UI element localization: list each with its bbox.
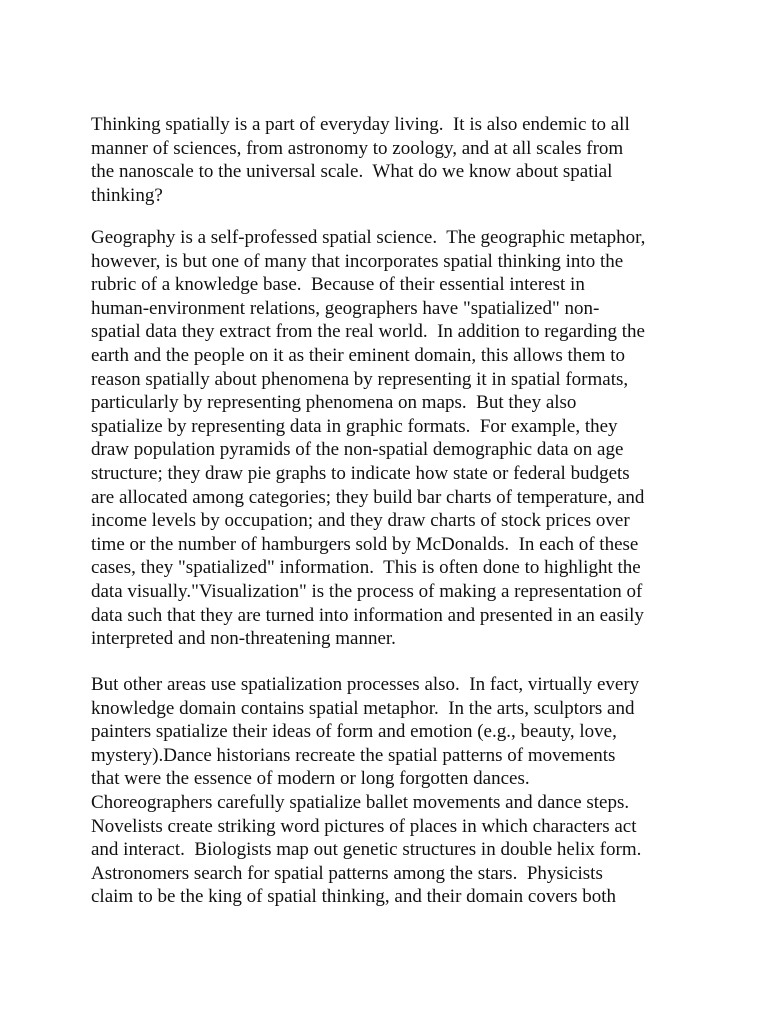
- text-line: particularly by representing phenomena on maps. But they also: [91, 392, 577, 414]
- text-line: Choreographers carefully spatialize ballet movements and dance steps.: [91, 791, 630, 813]
- text-line: rubric of a knowledge base. Because of their essential interest in: [91, 274, 585, 296]
- text-line: mystery).Dance historians recreate the spatial patterns of movements: [91, 744, 616, 766]
- text-line: Thinking spatially is a part of everyday living. It is also endemic to all: [91, 114, 630, 135]
- text-line: draw population pyramids of the non-spatial demographic data on age: [91, 439, 624, 461]
- text-line: spatialize by representing data in graphic formats. For example, they: [91, 415, 618, 437]
- text-line: human-environment relations, geographers have "spatialized" non-: [91, 297, 600, 319]
- text-line: knowledge domain contains spatial metaphor. In the arts, sculptors and: [91, 697, 635, 719]
- text-line: spatial data they extract from the real world. In addition to regarding the: [91, 321, 645, 343]
- text-line: income levels by occupation; and they draw charts of stock prices over: [91, 510, 630, 532]
- text-line: claim to be the king of spatial thinking, and their domain covers both: [91, 886, 617, 908]
- text-line: earth and the people on it as their eminent domain, this allows them to: [91, 344, 625, 366]
- text-line: cases, they "spatialized" information. This is often done to highlight the: [91, 557, 641, 579]
- text-line: Geography is a self-professed spatial science. The geographic metaphor,: [91, 227, 646, 248]
- text-line: reason spatially about phenomena by representing it in spatial formats,: [91, 368, 629, 390]
- text-line: Novelists create striking word pictures of places in which characters act: [91, 815, 637, 837]
- text-line: the nanoscale to the universal scale. What do we know about spatial: [91, 161, 613, 183]
- text-line: structure; they draw pie graphs to indicate how state or federal budgets: [91, 462, 630, 484]
- text-line: thinking?: [91, 184, 163, 206]
- text-line: that were the essence of modern or long forgotten dances.: [91, 768, 530, 790]
- text-line: manner of sciences, from astronomy to zoology, and at all scales from: [91, 137, 624, 159]
- text-line: are allocated among categories; they build bar charts of temperature, and: [91, 486, 645, 508]
- text-line: But other areas use spatialization processes also. In fact, virtually every: [91, 674, 640, 695]
- text-line: data such that they are turned into information and presented in an easily: [91, 604, 644, 626]
- text-line: Astronomers search for spatial patterns among the stars. Physicists: [91, 862, 603, 884]
- text-line: however, is but one of many that incorporates spatial thinking into the: [91, 250, 624, 272]
- text-line: data visually."Visualization" is the process of making a representation of: [91, 580, 643, 602]
- text-line: interpreted and non-threatening manner.: [91, 628, 396, 650]
- paragraph-1: [91, 113, 691, 207]
- paragraph-2: [91, 226, 691, 651]
- paragraph-3: [91, 673, 691, 909]
- text-line: and interact. Biologists map out genetic structures in double helix form.: [91, 839, 642, 861]
- text-line: time or the number of hamburgers sold by McDonalds. In each of these: [91, 533, 639, 555]
- text-line: painters spatialize their ideas of form and emotion (e.g., beauty, love,: [91, 721, 617, 743]
